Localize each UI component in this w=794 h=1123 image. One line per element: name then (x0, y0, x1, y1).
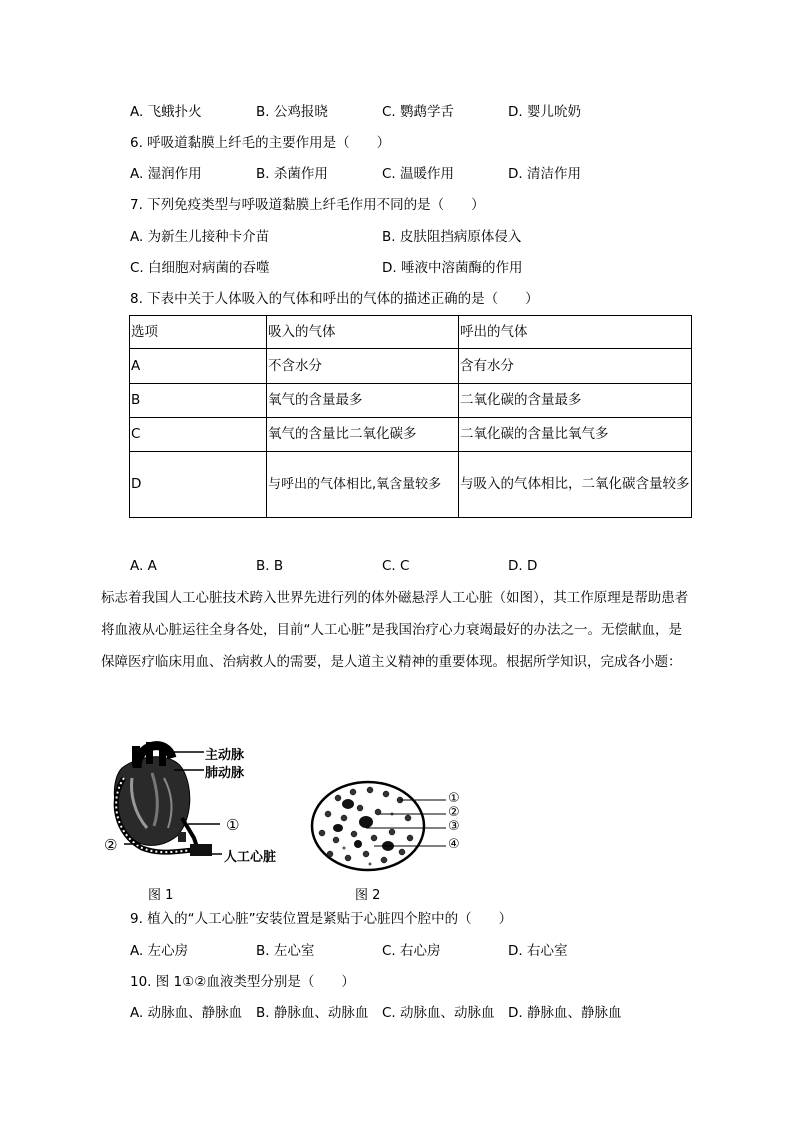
q8-stem: 8. 下表中关于人体吸入的气体和呼出的气体的描述正确的是（ ） (130, 291, 539, 307)
q10-option-b: B. 静脉血、动脉血 (256, 1005, 369, 1021)
passage-text: 标志着我国人工心脏技术跨入世界先进行列的体外磁悬浮人工心脏（如图），其工作原理是帮助患者将血液从心脏运往全身各处，目前“人工心脏”是我国治疗心力衰竭最好的办法之一。无偿献血，是保障医疗临床用血、治病救人的需要，是人道主义精神的重要体现。根据所学知识，完成各小题： (101, 590, 689, 670)
q9-option-c: C. 右心房 (382, 943, 441, 959)
table-cell: 含有水分 (459, 349, 692, 384)
table-row (130, 452, 692, 518)
table-header-cell: 吸入的气体 (267, 316, 459, 349)
table-cell: D (130, 452, 267, 518)
q5-option-c: C. 鹦鹉学舌 (382, 104, 455, 120)
table-cell: 二氧化碳的含量最多 (459, 384, 692, 418)
q7-stem: 7. 下列免疫类型与呼吸道黏膜上纤毛作用不同的是（ ） (130, 197, 485, 213)
q7-option-a: A. 为新生儿接种卡介苗 (130, 229, 270, 245)
table-header-cell: 呼出的气体 (459, 316, 692, 349)
table-cell: C (130, 418, 267, 452)
table-header-cell: 选项 (130, 316, 267, 349)
q7-option-d: D. 唾液中溶菌酶的作用 (382, 260, 523, 276)
figure2-label-4: ④ (448, 837, 460, 852)
q10-option-a: A. 动脉血、静脉血 (130, 1005, 243, 1021)
figure2-blood-smear (308, 778, 448, 873)
figure1-caption: 图 1 (148, 888, 174, 903)
table-cell: 氧气的含量最多 (267, 384, 459, 418)
figure1-label-1: ① (226, 816, 240, 834)
q10-option-c: C. 动脉血、动脉血 (382, 1005, 495, 1021)
q5-option-d: D. 婴儿吮奶 (508, 104, 581, 120)
figure1-label-2: ② (104, 836, 118, 854)
table-row (130, 349, 692, 384)
q6-option-a: A. 湿润作用 (130, 166, 202, 182)
q6-option-c: C. 温暖作用 (382, 166, 455, 182)
q5-option-a: A. 飞蛾扑火 (130, 104, 202, 120)
table-cell: 与呼出的气体相比,氧含量较多 (267, 452, 459, 518)
q5-option-b: B. 公鸡报晓 (256, 104, 328, 120)
q10-stem: 10. 图 1①②血液类型分别是（ ） (130, 974, 355, 990)
q9-option-a: A. 左心房 (130, 943, 189, 959)
q7-option-b: B. 皮肤阻挡病原体侵入 (382, 229, 522, 245)
q9-option-b: B. 左心室 (256, 943, 315, 959)
q8-option-a: A. A (130, 558, 157, 574)
table-cell: 与吸入的气体相比，二氧化碳含量较多 (459, 452, 692, 518)
q10-option-d: D. 静脉血、静脉血 (508, 1005, 622, 1021)
table-cell: A (130, 349, 267, 384)
table-cell: 二氧化碳的含量比氧气多 (459, 418, 692, 452)
q6-option-d: D. 清洁作用 (508, 166, 581, 182)
q8-option-c: C. C (382, 558, 410, 574)
q8-option-d: D. D (508, 558, 538, 574)
figure2-label-1: ① (448, 791, 460, 806)
q9-option-d: D. 右心室 (508, 943, 568, 959)
q8-table (129, 315, 692, 518)
figure2-label-2: ② (448, 805, 460, 820)
q7-option-c: C. 白细胞对病菌的吞噬 (130, 260, 270, 276)
q8-option-b: B. B (256, 558, 284, 574)
q9-stem: 9. 植入的“人工心脏”安装位置是紧贴于心脏四个腔中的（ ） (130, 911, 513, 927)
figure1-label-pulmonary-artery: 肺动脉 (205, 766, 245, 781)
table-row (130, 384, 692, 418)
table-cell: 氧气的含量比二氧化碳多 (267, 418, 459, 452)
table-cell: 不含水分 (267, 349, 459, 384)
table-cell: B (130, 384, 267, 418)
q6-stem: 6. 呼吸道黏膜上纤毛的主要作用是（ ） (130, 135, 391, 151)
table-header-row (130, 316, 692, 349)
figure1-label-artificial-heart: 人工心脏 (224, 850, 277, 865)
q6-option-b: B. 杀菌作用 (256, 166, 328, 182)
figure2-caption: 图 2 (355, 888, 381, 903)
figure2-label-3: ③ (448, 819, 460, 834)
table-row (130, 418, 692, 452)
figure1-label-aorta: 主动脉 (205, 748, 245, 763)
